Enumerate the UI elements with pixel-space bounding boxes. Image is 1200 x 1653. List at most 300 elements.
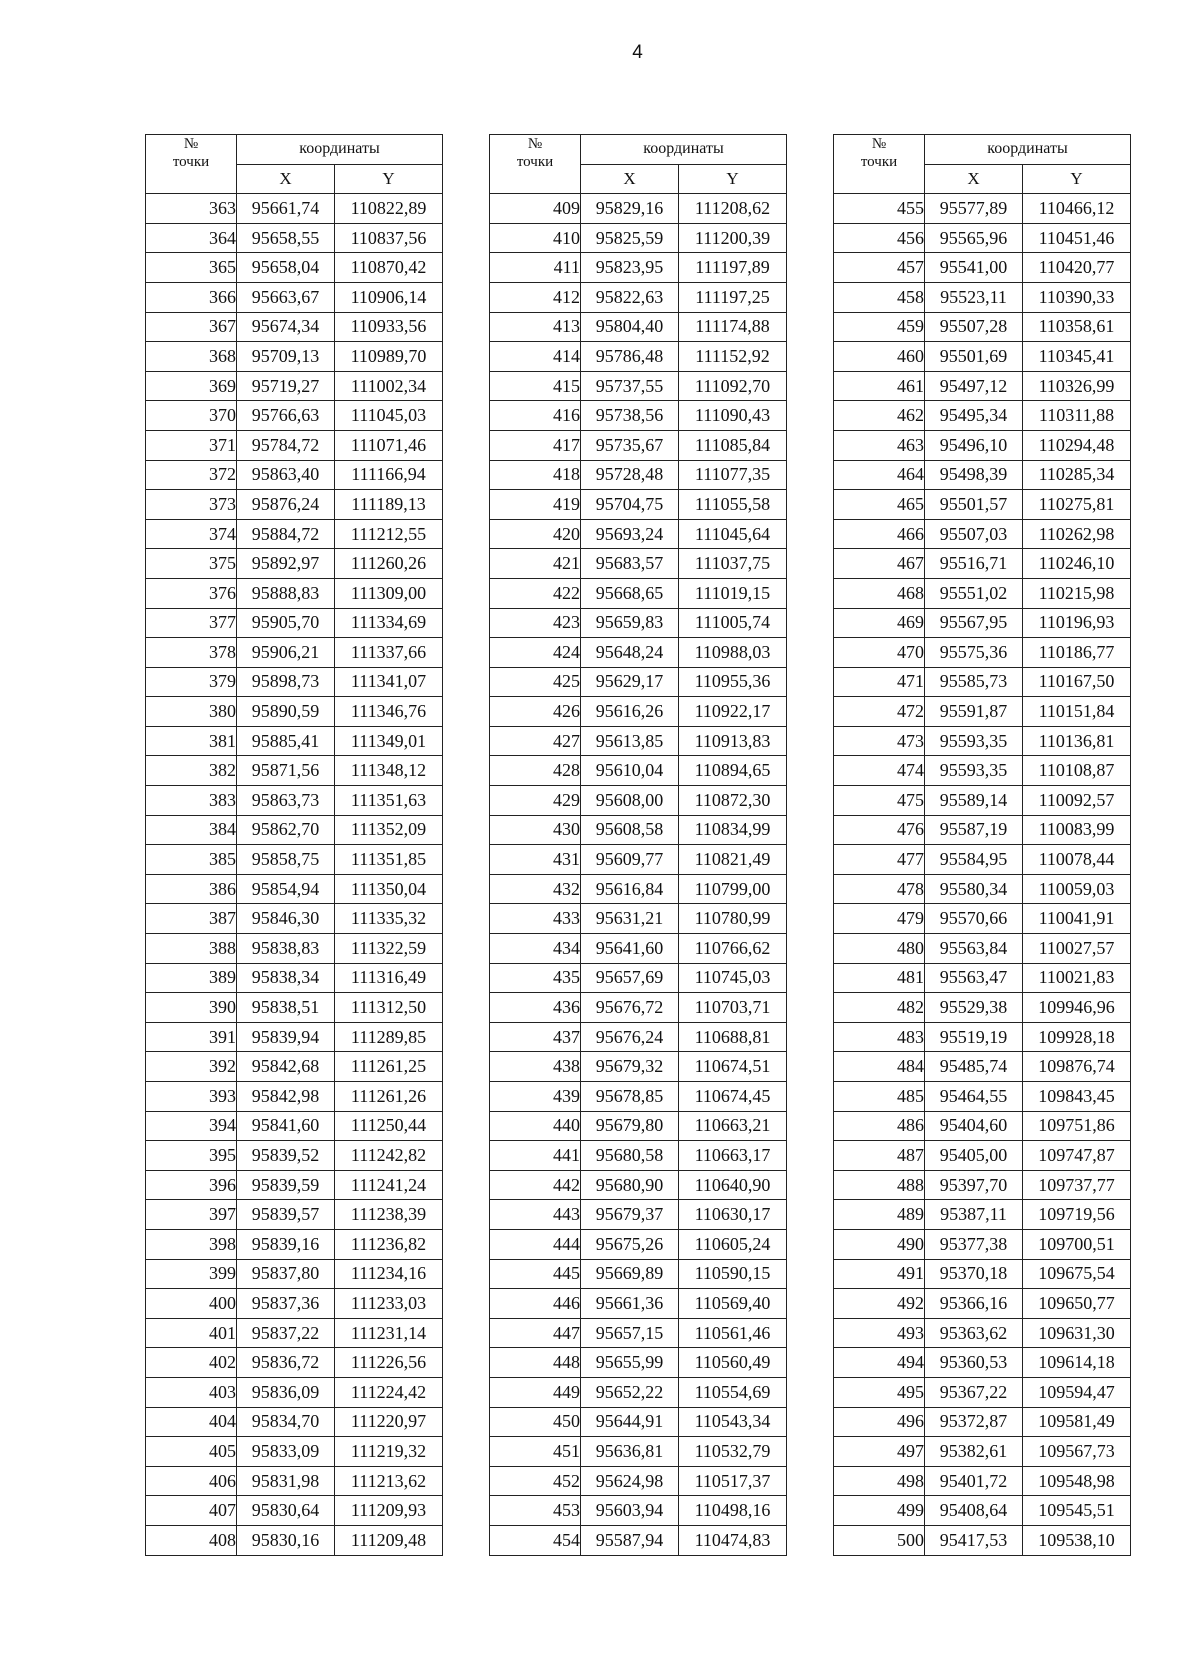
x-coordinate-cell: 95580,34 xyxy=(925,874,1023,904)
y-coordinate-cell: 110674,51 xyxy=(679,1052,787,1082)
y-coordinate-cell: 110451,46 xyxy=(1023,223,1131,253)
x-coordinate-cell: 95519,19 xyxy=(925,1022,1023,1052)
table-row xyxy=(146,371,443,401)
point-number-cell: 458 xyxy=(834,282,925,312)
y-coordinate-cell: 109719,56 xyxy=(1023,1200,1131,1230)
table-row xyxy=(834,638,1131,668)
x-coordinate-cell: 95367,22 xyxy=(925,1377,1023,1407)
point-number-cell: 456 xyxy=(834,223,925,253)
y-coordinate-cell: 111090,43 xyxy=(679,401,787,431)
table-row xyxy=(146,194,443,224)
table-row xyxy=(834,1229,1131,1259)
y-coordinate-cell: 111189,13 xyxy=(335,490,443,520)
x-coordinate-cell: 95842,68 xyxy=(237,1052,335,1082)
point-number-cell: 482 xyxy=(834,993,925,1023)
x-coordinate-cell: 95593,35 xyxy=(925,756,1023,786)
y-coordinate-cell: 111322,59 xyxy=(335,934,443,964)
x-coordinate-cell: 95841,60 xyxy=(237,1111,335,1141)
table-row xyxy=(490,490,787,520)
y-coordinate-cell: 111045,64 xyxy=(679,519,787,549)
table-row xyxy=(834,430,1131,460)
x-coordinate-cell: 95589,14 xyxy=(925,786,1023,816)
y-coordinate-cell: 111250,44 xyxy=(335,1111,443,1141)
point-number-cell: 494 xyxy=(834,1348,925,1378)
x-coordinate-cell: 95570,66 xyxy=(925,904,1023,934)
x-coordinate-cell: 95693,24 xyxy=(581,519,679,549)
point-number-cell: 455 xyxy=(834,194,925,224)
x-coordinate-cell: 95609,77 xyxy=(581,845,679,875)
point-number-cell: 450 xyxy=(490,1407,581,1437)
table-row xyxy=(146,282,443,312)
point-number-cell: 493 xyxy=(834,1318,925,1348)
point-number-cell: 369 xyxy=(146,371,237,401)
table-row xyxy=(490,1052,787,1082)
x-coordinate-cell: 95397,70 xyxy=(925,1170,1023,1200)
y-coordinate-cell: 111219,32 xyxy=(335,1437,443,1467)
x-coordinate-cell: 95663,67 xyxy=(237,282,335,312)
point-number-cell: 475 xyxy=(834,786,925,816)
x-coordinate-cell: 95680,58 xyxy=(581,1141,679,1171)
x-coordinate-cell: 95846,30 xyxy=(237,904,335,934)
x-coordinate-cell: 95382,61 xyxy=(925,1437,1023,1467)
table-row xyxy=(834,282,1131,312)
point-number-cell: 398 xyxy=(146,1229,237,1259)
x-coordinate-cell: 95591,87 xyxy=(925,697,1023,727)
y-coordinate-cell: 110766,62 xyxy=(679,934,787,964)
point-number-cell: 402 xyxy=(146,1348,237,1378)
table-row xyxy=(834,490,1131,520)
x-coordinate-cell: 95737,55 xyxy=(581,371,679,401)
point-number-cell: 488 xyxy=(834,1170,925,1200)
table-row xyxy=(146,1259,443,1289)
table-row xyxy=(834,253,1131,283)
table-row xyxy=(146,667,443,697)
point-number-cell: 379 xyxy=(146,667,237,697)
point-number-cell: 491 xyxy=(834,1259,925,1289)
y-coordinate-cell: 110345,41 xyxy=(1023,342,1131,372)
y-coordinate-cell: 111045,03 xyxy=(335,401,443,431)
table-row xyxy=(834,401,1131,431)
x-coordinate-cell: 95565,96 xyxy=(925,223,1023,253)
table-row xyxy=(490,578,787,608)
point-number-cell: 461 xyxy=(834,371,925,401)
x-coordinate-cell: 95658,04 xyxy=(237,253,335,283)
x-coordinate-cell: 95836,72 xyxy=(237,1348,335,1378)
header-x: X xyxy=(925,164,1023,194)
y-coordinate-cell: 110821,49 xyxy=(679,845,787,875)
point-number-cell: 421 xyxy=(490,549,581,579)
y-coordinate-cell: 111005,74 xyxy=(679,608,787,638)
table-row xyxy=(490,549,787,579)
point-number-cell: 420 xyxy=(490,519,581,549)
y-coordinate-cell: 110799,00 xyxy=(679,874,787,904)
y-coordinate-cell: 111346,76 xyxy=(335,697,443,727)
x-coordinate-cell: 95370,18 xyxy=(925,1259,1023,1289)
y-coordinate-cell: 110420,77 xyxy=(1023,253,1131,283)
y-coordinate-cell: 109581,49 xyxy=(1023,1407,1131,1437)
table-row xyxy=(146,1052,443,1082)
y-coordinate-cell: 110311,88 xyxy=(1023,401,1131,431)
table-row xyxy=(490,786,787,816)
point-number-cell: 476 xyxy=(834,815,925,845)
y-coordinate-cell: 111351,63 xyxy=(335,786,443,816)
y-coordinate-cell: 109650,77 xyxy=(1023,1289,1131,1319)
y-coordinate-cell: 111092,70 xyxy=(679,371,787,401)
x-coordinate-cell: 95669,89 xyxy=(581,1259,679,1289)
point-number-cell: 444 xyxy=(490,1229,581,1259)
point-number-cell: 394 xyxy=(146,1111,237,1141)
table-row xyxy=(834,1082,1131,1112)
y-coordinate-cell: 111337,66 xyxy=(335,638,443,668)
table-row xyxy=(146,993,443,1023)
x-coordinate-cell: 95837,36 xyxy=(237,1289,335,1319)
y-coordinate-cell: 110605,24 xyxy=(679,1229,787,1259)
y-coordinate-cell: 110870,42 xyxy=(335,253,443,283)
point-number-cell: 438 xyxy=(490,1052,581,1082)
x-coordinate-cell: 95839,16 xyxy=(237,1229,335,1259)
point-number-cell: 481 xyxy=(834,963,925,993)
table-row xyxy=(490,1377,787,1407)
x-coordinate-cell: 95839,94 xyxy=(237,1022,335,1052)
y-coordinate-cell: 111209,48 xyxy=(335,1525,443,1555)
point-number-cell: 468 xyxy=(834,578,925,608)
x-coordinate-cell: 95829,16 xyxy=(581,194,679,224)
point-number-cell: 499 xyxy=(834,1496,925,1526)
y-coordinate-cell: 110151,84 xyxy=(1023,697,1131,727)
x-coordinate-cell: 95464,55 xyxy=(925,1082,1023,1112)
y-coordinate-cell: 110027,57 xyxy=(1023,934,1131,964)
x-coordinate-cell: 95585,73 xyxy=(925,667,1023,697)
x-coordinate-cell: 95838,51 xyxy=(237,993,335,1023)
point-number-cell: 439 xyxy=(490,1082,581,1112)
table-row xyxy=(490,1348,787,1378)
x-coordinate-cell: 95641,60 xyxy=(581,934,679,964)
table-row xyxy=(146,1496,443,1526)
x-coordinate-cell: 95498,39 xyxy=(925,460,1023,490)
y-coordinate-cell: 111350,04 xyxy=(335,874,443,904)
point-number-cell: 441 xyxy=(490,1141,581,1171)
header-point-number xyxy=(834,135,925,194)
table-row xyxy=(146,1111,443,1141)
point-number-cell: 378 xyxy=(146,638,237,668)
x-coordinate-cell: 95898,73 xyxy=(237,667,335,697)
table-row xyxy=(490,253,787,283)
table-row xyxy=(834,1052,1131,1082)
point-number-cell: 465 xyxy=(834,490,925,520)
table-row xyxy=(834,1259,1131,1289)
point-number-cell: 414 xyxy=(490,342,581,372)
y-coordinate-cell: 110474,83 xyxy=(679,1525,787,1555)
point-number-cell: 496 xyxy=(834,1407,925,1437)
coordinate-table-1 xyxy=(145,134,443,1556)
point-number-cell: 437 xyxy=(490,1022,581,1052)
x-coordinate-cell: 95679,32 xyxy=(581,1052,679,1082)
x-coordinate-cell: 95636,81 xyxy=(581,1437,679,1467)
point-number-cell: 470 xyxy=(834,638,925,668)
table-row xyxy=(490,845,787,875)
point-number-cell: 452 xyxy=(490,1466,581,1496)
header-point-label: точки xyxy=(516,154,554,170)
x-coordinate-cell: 95676,72 xyxy=(581,993,679,1023)
table-row xyxy=(834,756,1131,786)
point-number-cell: 365 xyxy=(146,253,237,283)
x-coordinate-cell: 95854,94 xyxy=(237,874,335,904)
x-coordinate-cell: 95804,40 xyxy=(581,312,679,342)
header-y: Y xyxy=(335,164,443,194)
y-coordinate-cell: 109751,86 xyxy=(1023,1111,1131,1141)
x-coordinate-cell: 95372,87 xyxy=(925,1407,1023,1437)
point-number-cell: 423 xyxy=(490,608,581,638)
x-coordinate-cell: 95871,56 xyxy=(237,756,335,786)
point-number-cell: 434 xyxy=(490,934,581,964)
y-coordinate-cell: 110078,44 xyxy=(1023,845,1131,875)
table-row xyxy=(834,726,1131,756)
x-coordinate-cell: 95679,37 xyxy=(581,1200,679,1230)
y-coordinate-cell: 109876,74 xyxy=(1023,1052,1131,1082)
table-row xyxy=(490,993,787,1023)
point-number-cell: 382 xyxy=(146,756,237,786)
point-number-cell: 387 xyxy=(146,904,237,934)
table-row xyxy=(490,1229,787,1259)
y-coordinate-cell: 111351,85 xyxy=(335,845,443,875)
table-row xyxy=(834,1318,1131,1348)
table-row xyxy=(490,756,787,786)
y-coordinate-cell: 111197,25 xyxy=(679,282,787,312)
x-coordinate-cell: 95876,24 xyxy=(237,490,335,520)
point-number-cell: 472 xyxy=(834,697,925,727)
x-coordinate-cell: 95833,09 xyxy=(237,1437,335,1467)
table-row xyxy=(146,845,443,875)
x-coordinate-cell: 95648,24 xyxy=(581,638,679,668)
y-coordinate-cell: 111213,62 xyxy=(335,1466,443,1496)
table-row xyxy=(146,874,443,904)
coordinate-table-2 xyxy=(489,134,787,1556)
y-coordinate-cell: 111231,14 xyxy=(335,1318,443,1348)
x-coordinate-cell: 95408,64 xyxy=(925,1496,1023,1526)
y-coordinate-cell: 110561,46 xyxy=(679,1318,787,1348)
y-coordinate-cell: 110215,98 xyxy=(1023,578,1131,608)
y-coordinate-cell: 111260,26 xyxy=(335,549,443,579)
x-coordinate-cell: 95836,09 xyxy=(237,1377,335,1407)
x-coordinate-cell: 95417,53 xyxy=(925,1525,1023,1555)
point-number-cell: 484 xyxy=(834,1052,925,1082)
point-number-cell: 471 xyxy=(834,667,925,697)
point-number-cell: 464 xyxy=(834,460,925,490)
y-coordinate-cell: 111019,15 xyxy=(679,578,787,608)
point-number-cell: 392 xyxy=(146,1052,237,1082)
y-coordinate-cell: 109675,54 xyxy=(1023,1259,1131,1289)
table-row xyxy=(490,1496,787,1526)
x-coordinate-cell: 95404,60 xyxy=(925,1111,1023,1141)
header-coordinates: координаты xyxy=(925,135,1131,165)
y-coordinate-cell: 109747,87 xyxy=(1023,1141,1131,1171)
y-coordinate-cell: 110906,14 xyxy=(335,282,443,312)
x-coordinate-cell: 95661,74 xyxy=(237,194,335,224)
table-row xyxy=(834,667,1131,697)
table-row xyxy=(146,608,443,638)
y-coordinate-cell: 110894,65 xyxy=(679,756,787,786)
point-number-cell: 419 xyxy=(490,490,581,520)
x-coordinate-cell: 95485,74 xyxy=(925,1052,1023,1082)
x-coordinate-cell: 95842,98 xyxy=(237,1082,335,1112)
table-row xyxy=(834,194,1131,224)
point-number-cell: 386 xyxy=(146,874,237,904)
point-number-cell: 400 xyxy=(146,1289,237,1319)
header-point-label: точки xyxy=(860,154,898,170)
header-x: X xyxy=(581,164,679,194)
point-number-cell: 404 xyxy=(146,1407,237,1437)
x-coordinate-cell: 95888,83 xyxy=(237,578,335,608)
x-coordinate-cell: 95784,72 xyxy=(237,430,335,460)
x-coordinate-cell: 95709,13 xyxy=(237,342,335,372)
point-number-cell: 409 xyxy=(490,194,581,224)
x-coordinate-cell: 95360,53 xyxy=(925,1348,1023,1378)
point-number-cell: 429 xyxy=(490,786,581,816)
point-number-cell: 416 xyxy=(490,401,581,431)
x-coordinate-cell: 95563,84 xyxy=(925,934,1023,964)
table-row xyxy=(490,1525,787,1555)
x-coordinate-cell: 95839,57 xyxy=(237,1200,335,1230)
y-coordinate-cell: 110688,81 xyxy=(679,1022,787,1052)
header-y: Y xyxy=(1023,164,1131,194)
header-number-sign: № xyxy=(527,136,543,152)
table-row xyxy=(490,963,787,993)
point-number-cell: 463 xyxy=(834,430,925,460)
point-number-cell: 372 xyxy=(146,460,237,490)
point-number-cell: 460 xyxy=(834,342,925,372)
point-number-cell: 497 xyxy=(834,1437,925,1467)
y-coordinate-cell: 110167,50 xyxy=(1023,667,1131,697)
x-coordinate-cell: 95837,22 xyxy=(237,1318,335,1348)
y-coordinate-cell: 111352,09 xyxy=(335,815,443,845)
y-coordinate-cell: 110543,34 xyxy=(679,1407,787,1437)
y-coordinate-cell: 111233,03 xyxy=(335,1289,443,1319)
table-row xyxy=(490,1082,787,1112)
table-row xyxy=(834,697,1131,727)
table-row xyxy=(490,194,787,224)
point-number-cell: 483 xyxy=(834,1022,925,1052)
point-number-cell: 427 xyxy=(490,726,581,756)
point-number-cell: 451 xyxy=(490,1437,581,1467)
table-row xyxy=(834,371,1131,401)
table-row xyxy=(146,1318,443,1348)
y-coordinate-cell: 110913,83 xyxy=(679,726,787,756)
x-coordinate-cell: 95629,17 xyxy=(581,667,679,697)
point-number-cell: 418 xyxy=(490,460,581,490)
point-number-cell: 385 xyxy=(146,845,237,875)
x-coordinate-cell: 95575,36 xyxy=(925,638,1023,668)
table-row xyxy=(834,1170,1131,1200)
table-row xyxy=(490,815,787,845)
x-coordinate-cell: 95652,22 xyxy=(581,1377,679,1407)
y-coordinate-cell: 111312,50 xyxy=(335,993,443,1023)
table-row xyxy=(834,608,1131,638)
table-row xyxy=(146,1229,443,1259)
point-number-cell: 412 xyxy=(490,282,581,312)
y-coordinate-cell: 111166,94 xyxy=(335,460,443,490)
point-number-cell: 477 xyxy=(834,845,925,875)
header-point-number xyxy=(490,135,581,194)
y-coordinate-cell: 110640,90 xyxy=(679,1170,787,1200)
x-coordinate-cell: 95862,70 xyxy=(237,815,335,845)
table-row xyxy=(490,726,787,756)
y-coordinate-cell: 109594,47 xyxy=(1023,1377,1131,1407)
header-point-number xyxy=(146,135,237,194)
point-number-cell: 391 xyxy=(146,1022,237,1052)
x-coordinate-cell: 95577,89 xyxy=(925,194,1023,224)
x-coordinate-cell: 95838,83 xyxy=(237,934,335,964)
table-row xyxy=(834,223,1131,253)
x-coordinate-cell: 95516,71 xyxy=(925,549,1023,579)
x-coordinate-cell: 95644,91 xyxy=(581,1407,679,1437)
point-number-cell: 474 xyxy=(834,756,925,786)
table-row xyxy=(490,934,787,964)
table-row xyxy=(146,934,443,964)
table-row xyxy=(834,1289,1131,1319)
x-coordinate-cell: 95507,28 xyxy=(925,312,1023,342)
x-coordinate-cell: 95608,58 xyxy=(581,815,679,845)
table-row xyxy=(146,490,443,520)
x-coordinate-cell: 95563,47 xyxy=(925,963,1023,993)
point-number-cell: 370 xyxy=(146,401,237,431)
point-number-cell: 446 xyxy=(490,1289,581,1319)
point-number-cell: 410 xyxy=(490,223,581,253)
table-row xyxy=(834,1022,1131,1052)
y-coordinate-cell: 111085,84 xyxy=(679,430,787,460)
y-coordinate-cell: 111209,93 xyxy=(335,1496,443,1526)
table-row xyxy=(834,578,1131,608)
point-number-cell: 408 xyxy=(146,1525,237,1555)
point-number-cell: 480 xyxy=(834,934,925,964)
x-coordinate-cell: 95839,52 xyxy=(237,1141,335,1171)
y-coordinate-cell: 110517,37 xyxy=(679,1466,787,1496)
point-number-cell: 457 xyxy=(834,253,925,283)
y-coordinate-cell: 111348,12 xyxy=(335,756,443,786)
y-coordinate-cell: 110560,49 xyxy=(679,1348,787,1378)
y-coordinate-cell: 109946,96 xyxy=(1023,993,1131,1023)
y-coordinate-cell: 111152,92 xyxy=(679,342,787,372)
point-number-cell: 413 xyxy=(490,312,581,342)
table-row xyxy=(834,904,1131,934)
x-coordinate-cell: 95587,94 xyxy=(581,1525,679,1555)
x-coordinate-cell: 95610,04 xyxy=(581,756,679,786)
table-row xyxy=(146,638,443,668)
y-coordinate-cell: 109567,73 xyxy=(1023,1437,1131,1467)
table-row xyxy=(146,1022,443,1052)
point-number-cell: 390 xyxy=(146,993,237,1023)
x-coordinate-cell: 95905,70 xyxy=(237,608,335,638)
table-row xyxy=(834,1466,1131,1496)
point-number-cell: 469 xyxy=(834,608,925,638)
table-row xyxy=(834,342,1131,372)
point-number-cell: 454 xyxy=(490,1525,581,1555)
point-number-cell: 489 xyxy=(834,1200,925,1230)
table-row xyxy=(146,430,443,460)
table-row xyxy=(146,1289,443,1319)
x-coordinate-cell: 95631,21 xyxy=(581,904,679,934)
point-number-cell: 433 xyxy=(490,904,581,934)
point-number-cell: 430 xyxy=(490,815,581,845)
x-coordinate-cell: 95584,95 xyxy=(925,845,1023,875)
point-number-cell: 380 xyxy=(146,697,237,727)
table-row xyxy=(490,1289,787,1319)
table-row xyxy=(490,1111,787,1141)
x-coordinate-cell: 95603,94 xyxy=(581,1496,679,1526)
table-row xyxy=(490,430,787,460)
table-row xyxy=(490,874,787,904)
header-number-sign: № xyxy=(871,136,887,152)
table-row xyxy=(490,1141,787,1171)
